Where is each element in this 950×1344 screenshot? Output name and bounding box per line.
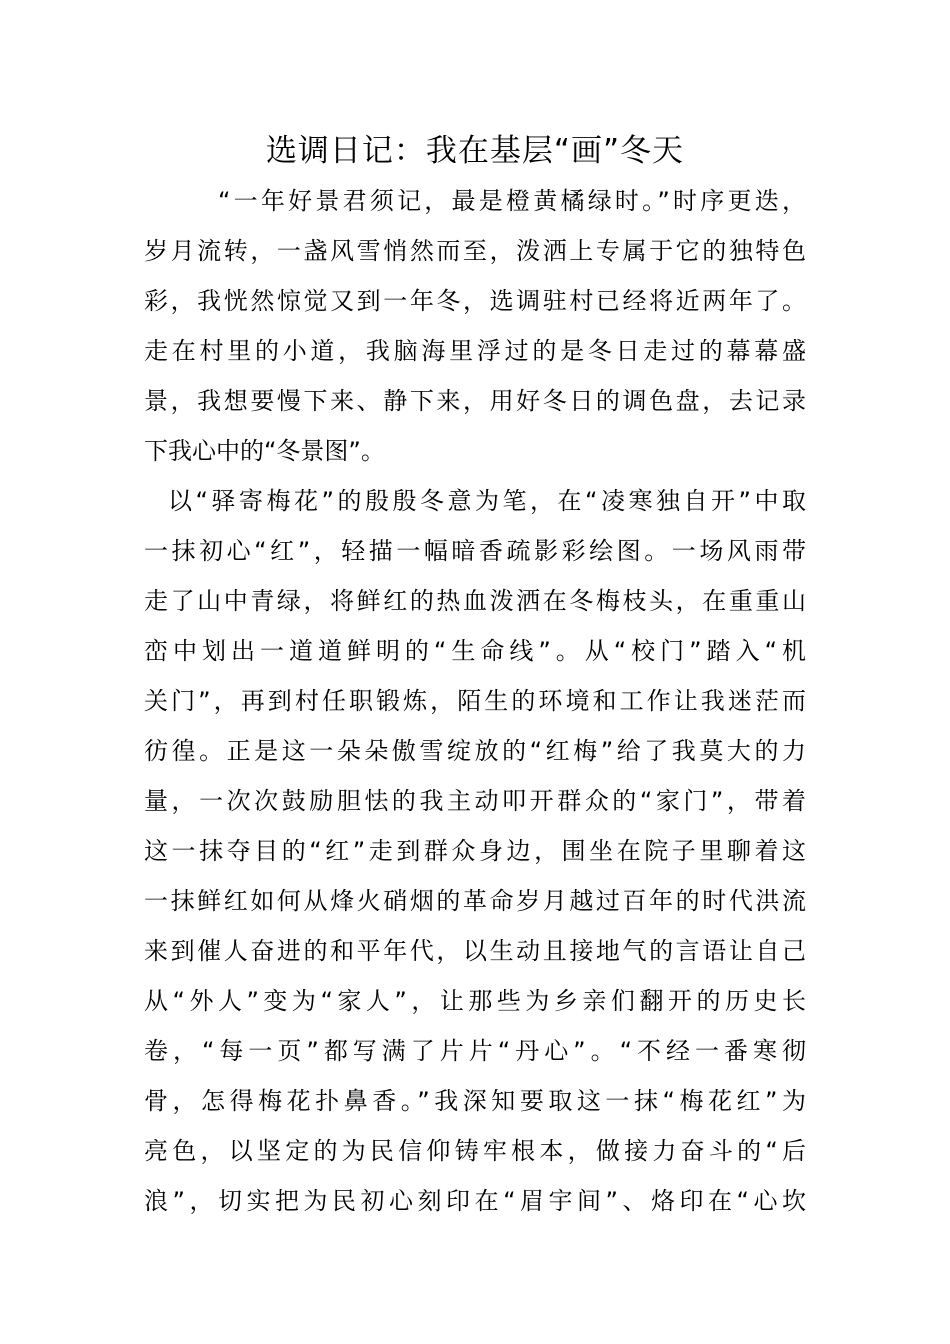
text-line: 下我心中的“冬景图”。 — [144, 437, 385, 465]
text-line: 岁月流转，一盏风雪悄然而至，泼洒上专属于它的独特色 — [144, 237, 806, 265]
document-title: 选调日记：我在基层“画”冬天 — [265, 133, 685, 169]
text-line: “一年好景君须记，最是橙黄橘绿时。”时序更迭， — [218, 187, 806, 215]
text-line: 走了山中青绿，将鲜红的热血泼洒在冬梅枝头，在重重山 — [144, 587, 806, 615]
text-line: 卷，“每一页”都写满了片片“丹心”。“不经一番寒彻 — [144, 1037, 806, 1065]
text-line: 景，我想要慢下来、静下来，用好冬日的调色盘，去记录 — [144, 387, 806, 415]
text-line: 来到催人奋进的和平年代，以生动且接地气的言语让自己 — [144, 937, 806, 965]
text-line: 彩，我恍然惊觉又到一年冬，选调驻村已经将近两年了。 — [144, 287, 806, 315]
paragraph-1 — [144, 176, 806, 476]
text-line: 彷徨。正是这一朵朵傲雪绽放的“红梅”给了我莫大的力 — [144, 737, 806, 765]
text-line: 峦中划出一道道鲜明的“生命线”。从“校门”踏入“机 — [144, 637, 806, 665]
paragraph-2 — [144, 476, 806, 1226]
text-line: 骨，怎得梅花扑鼻香。”我深知要取这一抹“梅花红”为 — [144, 1087, 806, 1115]
text-line: 亮色，以坚定的为民信仰铸牢根本，做接力奋斗的“后 — [144, 1137, 806, 1165]
document-body — [144, 176, 806, 1226]
text-line: 量，一次次鼓励胆怯的我主动叩开群众的“家门”，带着 — [144, 787, 806, 815]
text-line: 这一抹夺目的“红”走到群众身边，围坐在院子里聊着这 — [144, 837, 806, 865]
text-line: 以“驿寄梅花”的殷殷冬意为笔，在“凌寒独自开”中取 — [168, 487, 806, 515]
text-line: 浪”，切实把为民初心刻印在“眉宇间”、烙印在“心坎 — [144, 1187, 806, 1215]
text-line: 关门”，再到村任职锻炼，陌生的环境和工作让我迷茫而 — [144, 687, 806, 715]
text-line: 一抹鲜红如何从烽火硝烟的革命岁月越过百年的时代洪流 — [144, 887, 806, 915]
text-line: 一抹初心“红”，轻描一幅暗香疏影彩绘图。一场风雨带 — [144, 537, 806, 565]
text-line: 从“外人”变为“家人”，让那些为乡亲们翻开的历史长 — [144, 987, 806, 1015]
text-line: 走在村里的小道，我脑海里浮过的是冬日走过的幕幕盛 — [144, 337, 806, 365]
